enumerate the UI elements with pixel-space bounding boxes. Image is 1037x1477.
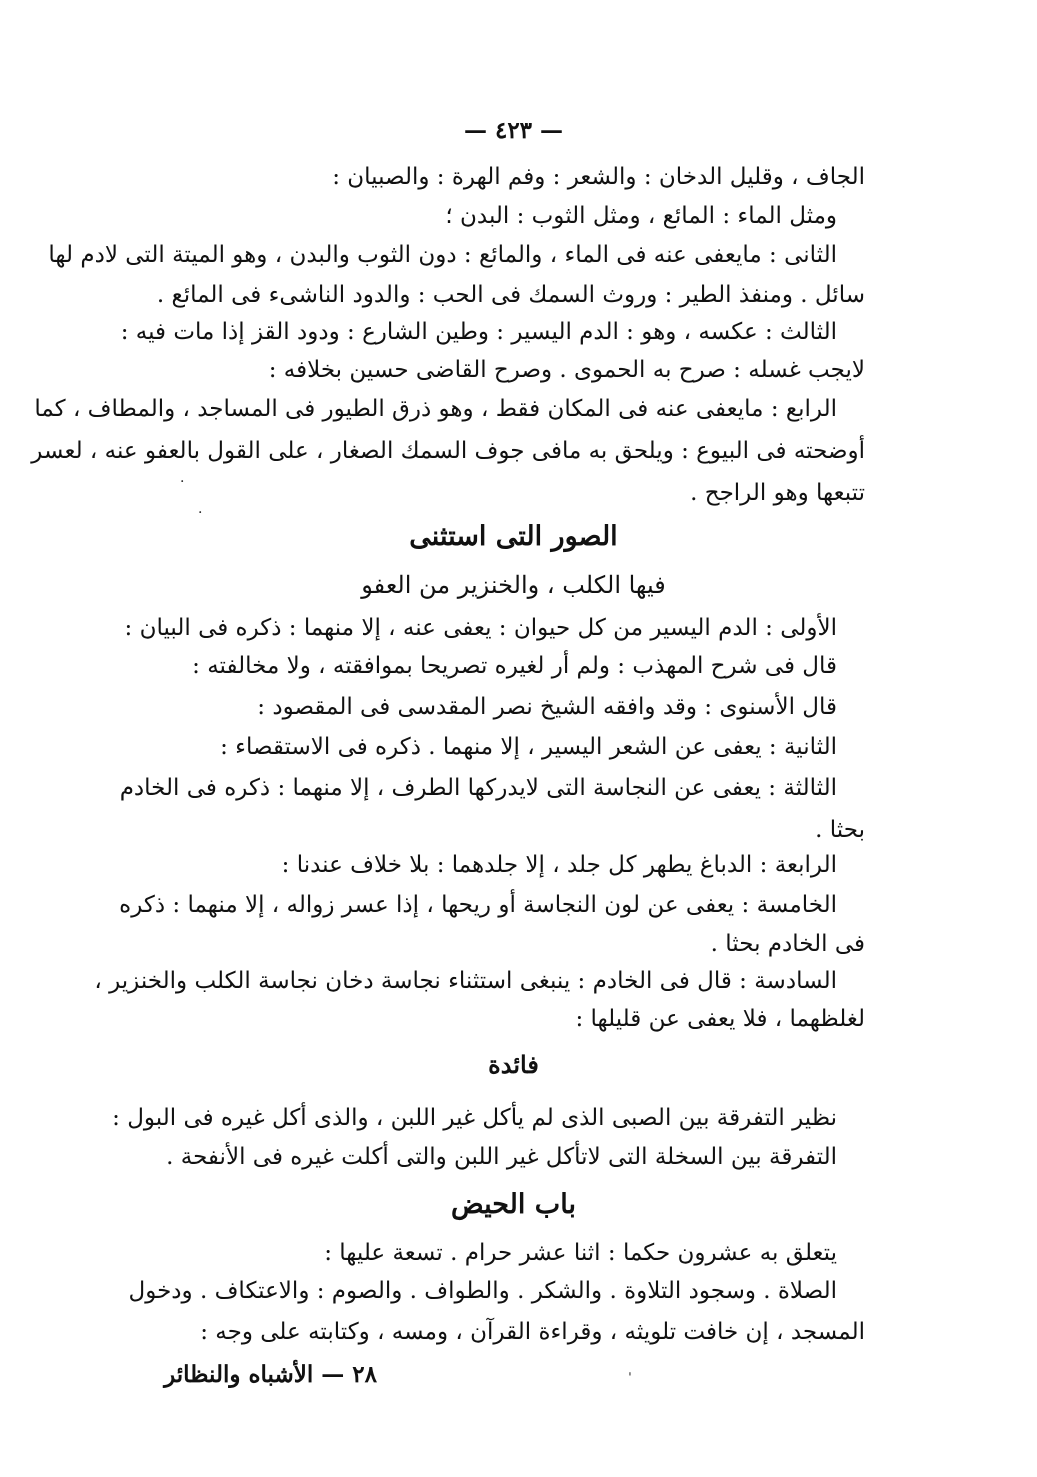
text-line: بحثا . <box>815 817 865 843</box>
ink-speck: ˌ <box>628 1362 632 1378</box>
section-title: فائدة <box>488 1050 539 1079</box>
text-line: لغلظهما ، فلا يعفى عن قليلها : <box>575 1006 865 1032</box>
text-line: أوضحته فى البيوع : ويلحق به مافى جوف السمك الصغار ، على القول بالعفو عنه ، لعسر <box>31 438 865 464</box>
text-line: الثانية : يعفى عن الشعر اليسير ، إلا منهما . ذكره فى الاستقصاء : <box>220 734 837 760</box>
text-line: قال فى شرح المهذب : ولم أر لغيره تصريحا بموافقته ، ولا مخالفته : <box>192 653 837 679</box>
text-line: المسجد ، إن خافت تلويثه ، وقراءة القرآن ، ومسه ، وكتابته على وجه : <box>200 1319 865 1345</box>
section-title: الصور التى استثنى <box>409 521 618 552</box>
text-line: الثانى : مايعفى عنه فى الماء ، والمائع : دون الثوب والبدن ، وهو الميتة التى لادم لها <box>48 242 837 268</box>
page-number: — ٤٢٣ — <box>463 117 564 144</box>
section-subtitle: فيها الكلب ، والخنزير من العفو <box>361 571 666 599</box>
ink-speck: · <box>180 474 185 490</box>
text-line: فى الخادم بحثا . <box>710 931 865 957</box>
text-line: نظير التفرقة بين الصبى الذى لم يأكل غير اللبن ، والذى أكل غيره فى البول : <box>112 1105 837 1131</box>
text-line: تتبعها وهو الراجح . <box>690 480 865 506</box>
text-line: الثالث : عكسه ، وهو : الدم اليسير : وطين الشارع : ودود القز إذا مات فيه : <box>120 319 837 345</box>
text-line: قال الأسنوى : وقد وافقه الشيخ نصر المقدسى فى المقصود : <box>257 694 837 720</box>
text-line: يتعلق به عشرون حكما : اثنا عشر حرام . تسعة عليها : <box>324 1240 837 1266</box>
text-line: التفرقة بين السخلة التى لاتأكل غير اللبن والتى أكلت غيره فى الأنفحة . <box>166 1144 837 1170</box>
text-line: لايجب غسله : صرح به الحموى . وصرح القاضى حسين بخلافه : <box>268 357 865 383</box>
text-line: الرابع : مايعفى عنه فى المكان فقط ، وهو ذرق الطيور فى المساجد ، والمطاف ، كما <box>34 396 837 422</box>
text-line: الأولى : الدم اليسير من كل حيوان : يعفى عنه ، إلا منهما : ذكره فى البيان : <box>124 615 837 641</box>
text-line: سائل . ومنفذ الطير : وروث السمك فى الحب : والدود الناشىء فى المائع . <box>156 282 865 308</box>
text-line: الصلاة . وسجود التلاوة . والشكر . والطواف . والصوم : والاعتكاف . ودخول <box>128 1278 837 1304</box>
text-line: الجاف ، وقليل الدخان : والشعر : وفم الهرة : والصبيان : <box>332 164 865 190</box>
text-line: ومثل الماء : المائع ، ومثل الثوب : البدن ؛ <box>445 203 837 229</box>
text-line: الرابعة : الدباغ يطهر كل جلد ، إلا جلدهما : بلا خلاف عندنا : <box>281 852 837 878</box>
page-footer: ٢٨ — الأشباه والنظائر <box>164 1361 377 1388</box>
text-line: الخامسة : يعفى عن لون النجاسة أو ريحها ، إذا عسر زواله ، إلا منهما : ذكره <box>119 892 837 918</box>
ink-speck: · <box>198 505 203 521</box>
text-line: السادسة : قال فى الخادم : ينبغى استثناء نجاسة دخان نجاسة الكلب والخنزير ، <box>94 968 837 994</box>
section-title: باب الحيض <box>451 1189 576 1220</box>
text-line: الثالثة : يعفى عن النجاسة التى لايدركها الطرف ، إلا منهما : ذكره فى الخادم <box>119 775 837 801</box>
